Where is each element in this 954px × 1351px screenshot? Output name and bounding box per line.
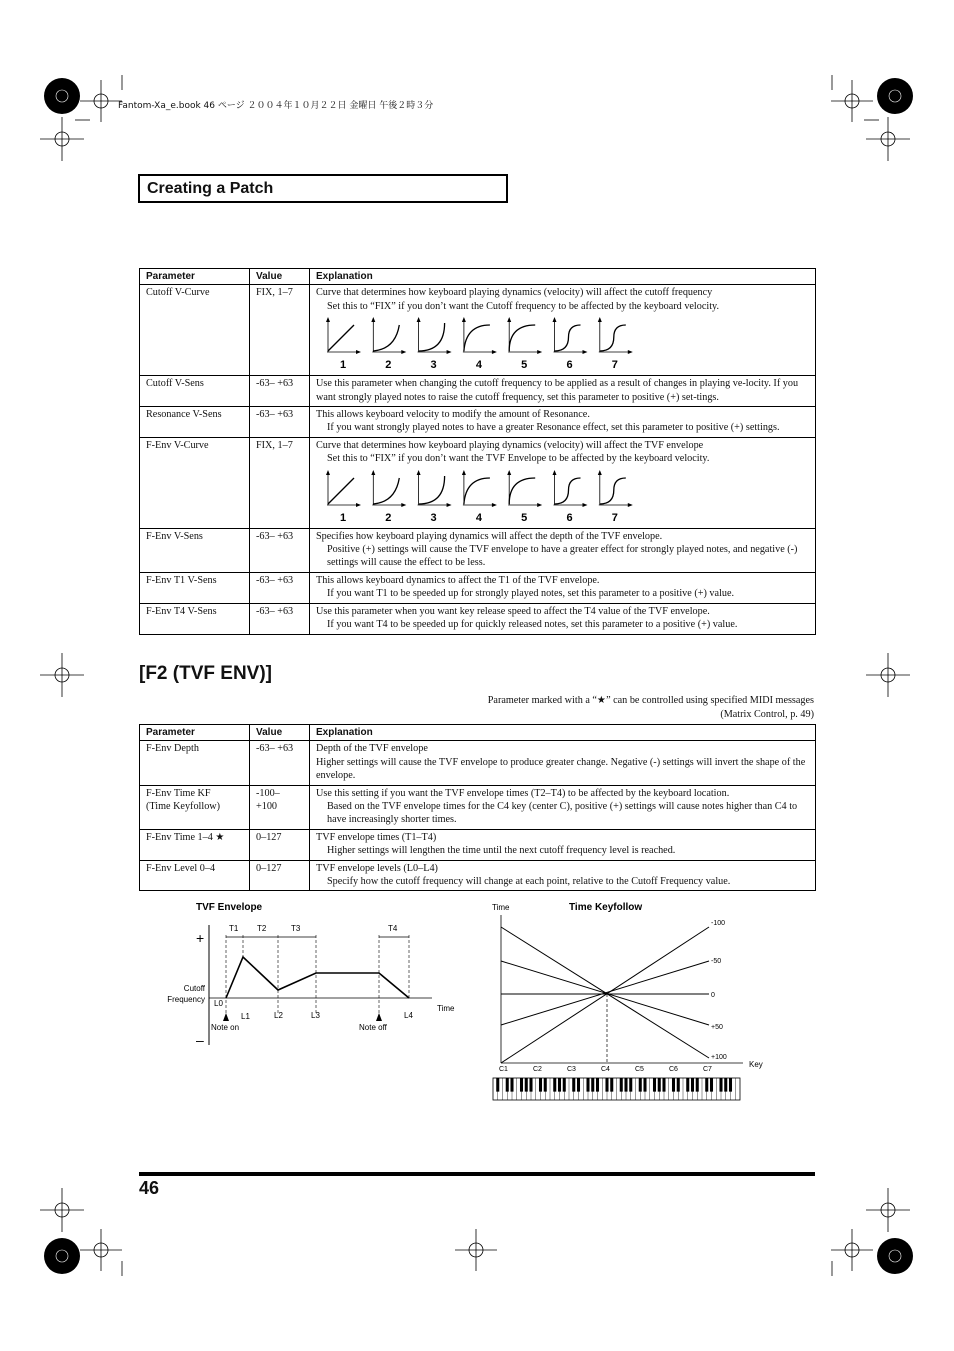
- l1-label: L1: [241, 1012, 250, 1021]
- velocity-curve-3: [417, 317, 452, 371]
- table-row: [140, 785, 816, 829]
- explanation-line: TVF envelope times (T1–T4): [316, 831, 437, 843]
- param-cell: F-Env V-Sens: [140, 528, 250, 572]
- param-cell: F-Env Depth: [140, 741, 250, 785]
- table-row: [140, 603, 816, 634]
- explanation-detail: If you want T4 to be speeded up for quickly released notes, set this parameter to a positive (+) value.: [327, 619, 738, 631]
- tk-x-title: Key: [749, 1060, 763, 1069]
- explanation-cell: [310, 572, 816, 603]
- value-cell: -63– +63: [250, 741, 310, 785]
- value-cell: [250, 785, 310, 829]
- explanation-detail: Higher settings will cause the TVF envelope to produce greater change. Negative (-) settings will invert the shape of the envelope.: [316, 756, 806, 782]
- minus-sign: –: [196, 1032, 204, 1048]
- tvf-envelope-title: TVF Envelope: [196, 902, 263, 913]
- explanation-detail: Set this to “FIX” if you don’t want the Cutoff frequency to be affected by the keyboard velocity.: [327, 300, 720, 312]
- tk-key-label: C3: [567, 1066, 576, 1073]
- velocity-curve-3: [417, 470, 452, 524]
- value-max: +100: [256, 801, 278, 813]
- velocity-curve-6: [553, 317, 588, 371]
- tk-key-label: C5: [635, 1066, 644, 1073]
- velocity-curve-5: [507, 317, 542, 371]
- explanation-detail: Set this to “FIX” if you don’t want the TVF Envelope to be affected by the keyboard velocity.: [327, 453, 710, 465]
- explanation-cell: [310, 829, 816, 860]
- curve-number-label: 7: [611, 511, 618, 524]
- value-cell: -63– +63: [250, 528, 310, 572]
- velocity-curve-6: [553, 470, 588, 524]
- value-cell: -63– +63: [250, 407, 310, 438]
- velocity-curve-2: [371, 317, 406, 371]
- tk-line-label: +50: [711, 1024, 723, 1031]
- curve-number-label: 6: [566, 511, 573, 524]
- tk-key-label: C2: [533, 1066, 542, 1073]
- explanation-line: Curve that determines how keyboard playing dynamics (velocity) will affect the cutoff frequency: [316, 287, 713, 299]
- value-min: -100–: [256, 787, 280, 799]
- tk-key-label: C6: [669, 1066, 678, 1073]
- col-header-value: Value: [250, 269, 310, 285]
- param-cell: F-Env T1 V-Sens: [140, 572, 250, 603]
- explanation-cell: [310, 407, 816, 438]
- value-cell: 0–127: [250, 829, 310, 860]
- curve-number-label: 2: [385, 511, 392, 524]
- explanation-line: TVF envelope levels (L0–L4): [316, 862, 438, 874]
- velocity-curves-diagram: [316, 470, 809, 526]
- param-cell: F-Env Time 1–4 ★: [140, 829, 250, 860]
- l4-label: L4: [404, 1011, 413, 1020]
- table-row: [140, 376, 816, 407]
- explanation-detail: If you want T1 to be speeded up for strongly played notes, set this parameter to a positive (+) value.: [327, 588, 735, 600]
- curve-number-label: 7: [611, 359, 618, 372]
- page-number: 46: [139, 1178, 160, 1198]
- section-title-box: [138, 174, 508, 203]
- param-cell: F-Env Level 0–4: [140, 860, 250, 891]
- note-off-arrow-icon: [376, 1013, 382, 1021]
- explanation-cell: [310, 785, 816, 829]
- col-header-parameter: Parameter: [140, 269, 250, 285]
- tk-line-label: -50: [711, 958, 722, 965]
- note-on-label: Note on: [211, 1023, 240, 1032]
- param-cell: Cutoff V-Sens: [140, 376, 250, 407]
- curve-number-label: 5: [521, 359, 528, 372]
- curve-number-label: 5: [521, 511, 528, 524]
- note-line-2: (Matrix Control, p. 49): [720, 708, 814, 720]
- t3-label: T3: [291, 924, 301, 933]
- velocity-curves-diagram: [316, 317, 809, 373]
- explanation-cell: [310, 603, 816, 634]
- velocity-curve-4: [462, 317, 497, 371]
- value-cell: -63– +63: [250, 603, 310, 634]
- table-row: [140, 741, 816, 785]
- curve-number-label: 4: [475, 359, 482, 372]
- param-cell: Resonance V-Sens: [140, 407, 250, 438]
- table-row: [140, 407, 816, 438]
- tk-y-title: Time: [492, 903, 510, 912]
- col-header-explanation: Explanation: [310, 269, 816, 285]
- footer-rule: [139, 1172, 815, 1176]
- curve-number-label: 3: [430, 511, 437, 524]
- param-cell: F-Env T4 V-Sens: [140, 603, 250, 634]
- t2-label: T2: [257, 924, 267, 933]
- curve-number-label: 1: [339, 359, 347, 372]
- value-cell: FIX, 1–7: [250, 437, 310, 528]
- curve-number-label: 3: [430, 359, 437, 372]
- table-header-row: [140, 725, 816, 741]
- explanation-line: Use this setting if you want the TVF envelope times (T2–T4) to be affected by the keyboard location.: [316, 787, 730, 799]
- curve-number-label: 4: [475, 511, 482, 524]
- tk-title: Time Keyfollow: [569, 902, 643, 913]
- parameter-table-1: [139, 268, 816, 635]
- curve-number-label: 6: [566, 359, 573, 372]
- note-line-1: Parameter marked with a “★” can be controlled using specified MIDI messages: [487, 695, 814, 706]
- explanation-cell: [310, 285, 816, 376]
- curve-number-label: 2: [385, 359, 392, 372]
- value-cell: -63– +63: [250, 376, 310, 407]
- tvf-envelope-diagram: [150, 895, 470, 1055]
- explanation-line: This allows keyboard dynamics to affect the T1 of the TVF envelope.: [316, 574, 600, 586]
- explanation-detail: Positive (+) settings will cause the TVF envelope to have a greater effect for strongly played notes, and negative (-) settings will cause the effect to be less.: [327, 544, 798, 569]
- y-label-cutoff: Cutoff: [183, 984, 205, 993]
- table-row: [140, 528, 816, 572]
- parameter-table-2: [139, 724, 816, 891]
- velocity-curves-svg: [316, 317, 646, 373]
- table-row: [140, 285, 816, 376]
- time-label: Time: [437, 1004, 455, 1013]
- velocity-curve-7: [598, 470, 633, 524]
- f2-section-title: [F2 (TVF ENV)]: [139, 663, 272, 684]
- l3-label: L3: [311, 1011, 320, 1020]
- velocity-curves-svg: [316, 470, 646, 526]
- velocity-curve-1: [326, 470, 361, 524]
- explanation-line: Depth of the TVF envelope: [316, 743, 428, 755]
- l0-label: L0: [214, 999, 223, 1008]
- matrix-control-note: [394, 694, 814, 721]
- value-cell: FIX, 1–7: [250, 285, 310, 376]
- tk-line-label: +100: [711, 1054, 727, 1061]
- value-cell: 0–127: [250, 860, 310, 891]
- file-info-header: Fantom-Xa_e.book 46 ページ ２００４年１０月２２日 金曜日 午後２時３分: [118, 101, 434, 111]
- velocity-curve-1: [326, 317, 361, 371]
- tk-key-labels: [499, 1066, 712, 1073]
- param-name: F-Env Time KF: [146, 787, 211, 799]
- explanation-cell: [310, 528, 816, 572]
- table-row: [140, 829, 816, 860]
- curve-number-label: 1: [339, 511, 347, 524]
- envelope-curve: [226, 957, 409, 998]
- col-header-explanation: Explanation: [310, 725, 816, 741]
- tk-line-label: 0: [711, 992, 715, 999]
- tk-key-label: C7: [703, 1066, 712, 1073]
- explanation-cell: Use this parameter when changing the cutoff frequency to be applied as a result of changes in playing ve-locity. If you want strongly played notes to raise the cutoff frequency, set this parameter to positive (+) set-tings.: [310, 376, 816, 407]
- explanation-detail: Based on the TVF envelope times for the C4 key (center C), positive (+) settings will cause notes higher than C4 to have increasingly shorter times.: [327, 801, 798, 826]
- explanation-cell: [310, 437, 816, 528]
- tk-key-label: C1: [499, 1066, 508, 1073]
- param-cell: F-Env V-Curve: [140, 437, 250, 528]
- explanation-detail: Higher settings will lengthen the time until the next cutoff frequency level is reached.: [327, 845, 676, 857]
- keyboard-graphic: [493, 1078, 740, 1100]
- velocity-curve-4: [462, 470, 497, 524]
- tk-key-label: C4: [601, 1066, 610, 1073]
- explanation-detail: Specify how the cutoff frequency will change at each point, relative to the Cutoff Frequency value.: [327, 876, 731, 888]
- table-row: [140, 860, 816, 891]
- explanation-line: This allows keyboard velocity to modify the amount of Resonance.: [316, 409, 590, 421]
- explanation-cell: [310, 741, 816, 785]
- param-cell: [140, 785, 250, 829]
- plus-sign: +: [196, 930, 205, 946]
- explanation-detail: If you want strongly played notes to have a greater Resonance effect, set this parameter to positive (+) settings.: [327, 422, 780, 434]
- param-cell: Cutoff V-Curve: [140, 285, 250, 376]
- table-header-row: [140, 269, 816, 285]
- tk-line: [501, 927, 709, 1058]
- explanation-line: Curve that determines how keyboard playing dynamics (velocity) will affect the TVF envelope: [316, 439, 704, 451]
- t1-label: T1: [229, 924, 239, 933]
- velocity-curve-2: [371, 470, 406, 524]
- time-keyfollow-diagram: [488, 895, 788, 1105]
- note-off-label: Note off: [359, 1023, 387, 1032]
- value-cell: -63– +63: [250, 572, 310, 603]
- envelope-guides: [226, 935, 409, 1013]
- table-row: [140, 572, 816, 603]
- explanation-line: Specifies how keyboard playing dynamics will affect the depth of the TVF envelope.: [316, 530, 663, 542]
- tk-line-labels: [711, 920, 727, 1061]
- tk-line-label: -100: [711, 920, 726, 927]
- table-row: [140, 437, 816, 528]
- tk-lines: [501, 927, 709, 1063]
- param-name-sub: (Time Keyfollow): [146, 801, 221, 813]
- tk-line: [501, 927, 709, 1063]
- velocity-curve-7: [598, 317, 633, 371]
- y-label-frequency: Frequency: [167, 995, 205, 1004]
- explanation-cell: [310, 860, 816, 891]
- note-on-arrow-icon: [223, 1013, 229, 1021]
- t4-label: T4: [388, 924, 398, 933]
- col-header-value: Value: [250, 725, 310, 741]
- l2-label: L2: [274, 1011, 283, 1020]
- col-header-parameter: Parameter: [140, 725, 250, 741]
- explanation-line: Use this parameter when you want key release speed to affect the T4 value of the TVF envelope.: [316, 605, 710, 617]
- section-title: Creating a Patch: [147, 180, 274, 197]
- velocity-curve-5: [507, 470, 542, 524]
